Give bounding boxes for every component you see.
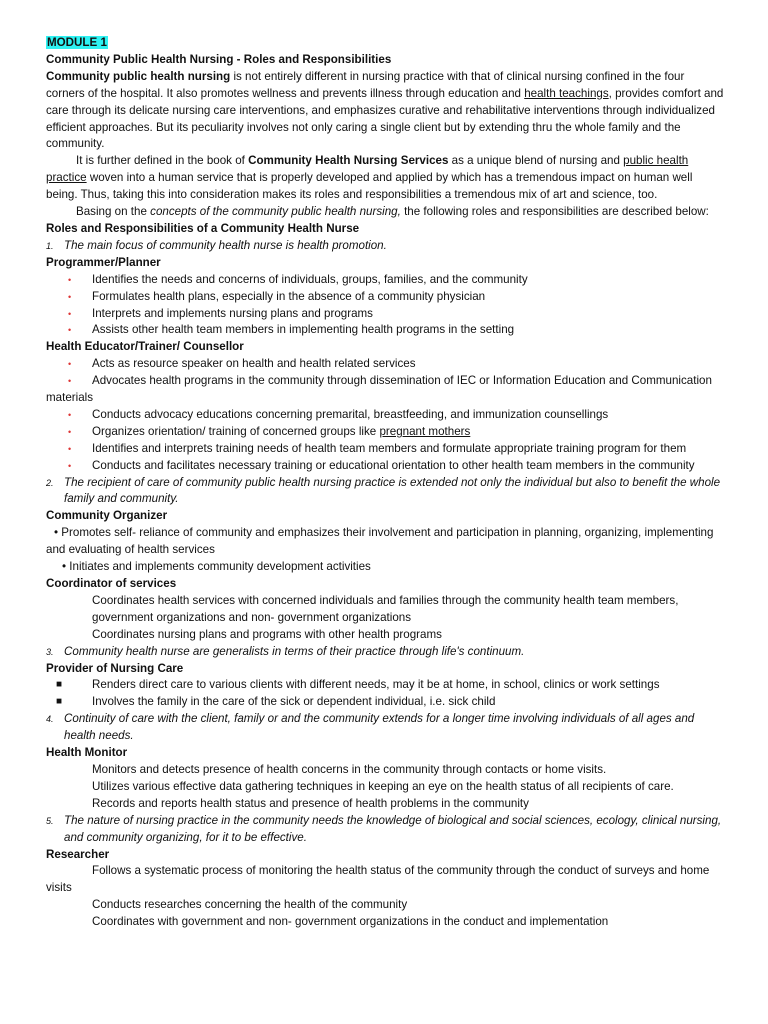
list-item: • Identifies the needs and concerns of individuals, groups, families, and the community: [46, 272, 724, 289]
list-item: Conducts researches concerning the health of the community: [92, 898, 408, 912]
bullet-icon: •: [68, 325, 72, 336]
bullet-icon: •: [68, 460, 72, 471]
list-item: Coordinates nursing plans and programs with other health programs: [92, 627, 442, 641]
square-bullet-icon: ■: [56, 696, 63, 708]
bullet-icon: •: [68, 426, 72, 437]
module-label-line: [46, 35, 724, 52]
list-item: • Conducts and facilitates necessary training or educational orientation to other health team members in the community: [46, 458, 724, 475]
programmer-heading: Programmer/Planner: [46, 255, 161, 269]
researcher-heading: Researcher: [46, 847, 110, 861]
list-item: • Assists other health team members in implementing health programs in the setting: [46, 322, 724, 339]
intro-paragraph-3: Basing on the concepts of the community public health nursing, the following roles and responsibilities are described below:: [76, 205, 709, 219]
intro-paragraph-2: It is further defined in the book of Community Health Nursing Services as a unique blend of nursing and public health practice woven into a human service that is properly developed and applied by which has a tremendous impact on human well being. Thus, taking this into consideration makes its roles and responsibilities a tremendous mix of art and science, too.: [46, 154, 693, 202]
document-title: Community Public Health Nursing - Roles and Responsibilities: [46, 52, 392, 66]
roles-heading: Roles and Responsibilities of a Community Health Nurse: [46, 221, 360, 235]
provider-heading: Provider of Nursing Care: [46, 661, 184, 675]
point-5: 5. The nature of nursing practice in the community needs the knowledge of biological and social sciences, ecology, clinical nursing, and community organizing, for it to be effective.: [46, 813, 722, 844]
educator-heading: Health Educator/Trainer/ Counsellor: [46, 340, 244, 354]
bullet-icon: •: [68, 443, 72, 454]
list-item: Coordinates health services with concerned individuals and families through the community health team members, government organizations and non- government organizations: [92, 593, 679, 624]
document-page: [46, 35, 724, 931]
list-item: • Initiates and implements community development activities: [62, 560, 371, 574]
list-item: ■ Involves the family in the care of the sick or dependent individual, i.e. sick child: [46, 694, 724, 711]
bullet-icon: •: [68, 376, 72, 387]
point-3: 3. Community health nurse are generalists in terms of their practice through life's continuum.: [46, 644, 525, 658]
bullet-icon: •: [68, 308, 72, 319]
list-item: • Organizes orientation/ training of concerned groups like pregnant mothers: [46, 424, 724, 441]
health-teachings-link[interactable]: health teachings: [524, 86, 609, 100]
list-item: • Formulates health plans, especially in the absence of a community physician: [46, 289, 724, 306]
list-item: • Promotes self- reliance of community and emphasizes their involvement and participation in planning, organizing, implementing and evaluating of health services: [46, 526, 714, 557]
bullet-icon: •: [68, 409, 72, 420]
list-item: Monitors and detects presence of health concerns in the community through contacts or home visits.: [92, 762, 607, 776]
list-item: Utilizes various effective data gathering techniques in keeping an eye on the health status of all recipients of care.: [92, 779, 674, 793]
intro-paragraph-1: Community public health nursing is not entirely different in nursing practice with that of clinical nursing confined in the four corners of the hospital. It also promotes wellness and prevents illness through education and health teachings, provides comfort and care through its delicate nursing care interventions, and emphasizes curative and rehabilitative interventions through individualized efficient approaches. But its peculiarity involves not only caring a single client but by extending thru the whole family and the community.: [46, 69, 724, 151]
list-item: Coordinates with government and non- government organizations in the conduct and implementation: [92, 915, 609, 929]
monitor-heading: Health Monitor: [46, 746, 128, 760]
list-item: ■ Renders direct care to various clients with different needs, may it be at home, in school, clinics or work settings: [46, 677, 724, 694]
point-1: 1. The main focus of community health nurse is health promotion.: [46, 238, 387, 252]
coordinator-heading: Coordinator of services: [46, 577, 177, 590]
list-item: • Advocates health programs in the community through dissemination of IEC or Information Education and Communication materials: [46, 374, 712, 405]
list-item: • Interprets and implements nursing plans and programs: [46, 306, 724, 323]
point-4: 4. Continuity of care with the client, family or and the community extends for a longer time involving individuals of all ages and health needs.: [46, 712, 695, 743]
public-health-practice-link[interactable]: public health practice: [46, 154, 689, 185]
bullet-icon: •: [68, 274, 72, 285]
organizer-heading: Community Organizer: [46, 509, 168, 523]
list-item: • Acts as resource speaker on health and health related services: [46, 356, 724, 373]
point-2: 2. The recipient of care of community public health nursing practice is extended not only the individual but also to benefit the whole family and community.: [46, 475, 721, 506]
module-label: MODULE 1: [47, 36, 107, 49]
list-item: Records and reports health status and presence of health problems in the community: [92, 796, 529, 810]
bullet-icon: •: [68, 359, 72, 370]
pregnant-mothers-link[interactable]: pregnant mothers: [379, 424, 471, 438]
bullet-icon: •: [68, 291, 72, 302]
list-item: • Conducts advocacy educations concerning premarital, breastfeeding, and immunization counsellings: [46, 407, 724, 424]
list-item: Follows a systematic process of monitoring the health status of the community through the conduct of surveys and home visits: [46, 864, 710, 895]
square-bullet-icon: ■: [56, 679, 63, 691]
list-item: • Identifies and interprets training needs of health team members and formulate appropriate training program for them: [46, 441, 724, 458]
